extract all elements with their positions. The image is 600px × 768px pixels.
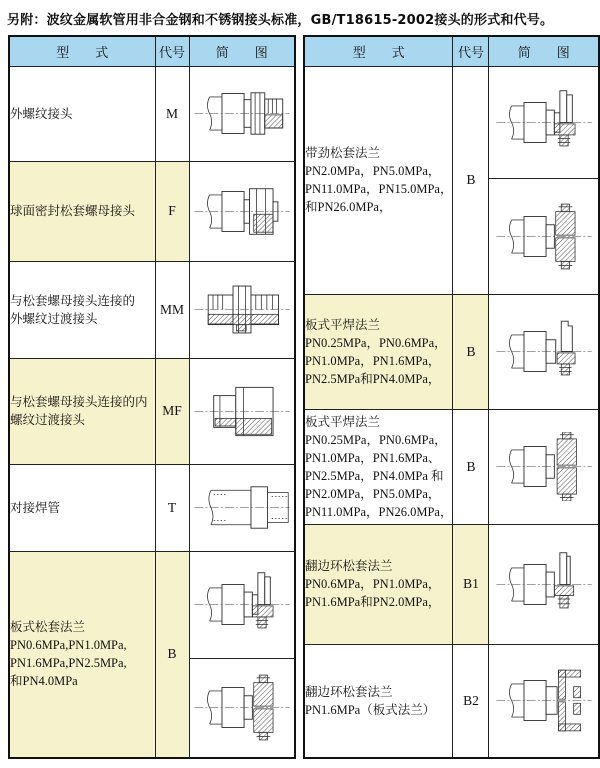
type-line: 外螺纹接头 [10,106,73,121]
code-cell: B [453,294,489,409]
diagram-cell [189,66,295,161]
type-line: 板式平焊法兰 [305,317,381,332]
flange-b1-diagram [492,550,596,619]
table-row [9,66,295,161]
diagram-cell [189,551,295,658]
table-row [304,524,599,644]
col-header-code: 代号 [155,36,189,66]
type-cell [304,409,453,524]
flange-collar-diagram [492,202,596,271]
table-row [9,161,295,261]
code-cell: T [155,464,189,551]
tables-container [0,35,600,759]
col-header-diagram: 简 图 [189,36,295,66]
code-cell: MF [155,358,189,464]
table-row [9,358,295,464]
type-line: PN0.25MPa，PN0.6MPa， [305,335,447,350]
type-line: 与松套螺母接头连接的 [10,293,136,308]
code-cell: B [453,409,489,524]
flange-plate-diagram [492,88,596,157]
code-cell: F [155,161,189,261]
type-line: 板式平焊法兰 [305,414,381,429]
type-line: 翻边环松套法兰 [305,684,393,699]
type-line: PN1.0MPa，PN1.6MPa、 [305,450,441,465]
flange-collar2-diagram [492,432,596,501]
type-line: PN1.0MPa，PN1.6MPa， [305,353,441,368]
type-line: 翻边环松套法兰 [305,559,393,573]
type-line: 带劲松套法兰 [305,146,381,160]
code-cell: B2 [453,644,489,758]
type-cell [9,161,155,261]
code-cell: B [453,66,489,294]
col-header-diagram: 简 图 [489,36,599,66]
table-row [304,644,599,758]
table-row [304,409,599,524]
page-title: 另附：波纹金属软管用非合金钢和不锈钢接头标准，GB/T18615-2002接头的形式和代号。 [7,13,554,28]
col-header-type: 型 式 [9,36,155,66]
type-cell [9,66,155,161]
table-row [9,261,295,358]
union-nut-diagram [190,177,294,246]
double-male-diagram [190,275,294,344]
type-line: 球面密封松套螺母接头 [10,204,136,218]
diagram-cell [489,294,599,409]
diagram-cell [489,524,599,644]
diagram-cell [489,66,599,178]
flange-collar-diagram [190,673,294,742]
table-row [9,551,295,658]
diagram-cell [489,644,599,758]
right-spec-table [303,35,600,759]
col-header-code: 代号 [453,36,489,66]
code-cell: MM [155,261,189,358]
type-cell [9,261,155,358]
diagram-cell [489,409,599,524]
type-cell [304,294,453,409]
flange-plate-diagram [190,570,294,639]
butt-weld-diagram [190,473,294,542]
type-line: 外螺纹过渡接头 [10,311,98,326]
type-line: 与松套螺母接头连接的内 [10,395,148,409]
type-cell [9,551,155,758]
type-line: PN2.5MPa和PN4.0MPa， [305,371,441,386]
male-thread-diagram [190,79,294,148]
type-line: PN2.0MPa，PN5.0MPa， [305,164,441,178]
female-adapter-diagram [190,377,294,446]
type-cell [9,358,155,464]
col-header-type: 型 式 [304,36,453,66]
diagram-cell [189,658,295,758]
type-cell [9,464,155,551]
type-line: 对接焊管 [10,500,61,515]
type-line: 和PN4.0MPa [10,674,78,689]
type-line: PN0.6MPa，PN1.0MPa， [305,577,441,591]
type-line: PN2.5MPa，PN4.0MPa 和 [305,468,444,483]
type-line: PN0.25MPa，PN0.6MPa， [305,432,447,447]
type-line: 和PN26.0MPa， [305,200,392,214]
diagram-cell [189,161,295,261]
code-cell: B1 [453,524,489,644]
type-line: PN2.0MPa，PN5.0MPa， [305,486,441,501]
type-cell [304,66,453,294]
table-row [304,294,599,409]
type-line: PN11.0MPa，PN15.0MPa， [305,182,453,196]
code-cell: M [155,66,189,161]
flange-grooved-diagram [492,666,596,735]
type-line: PN1.6MPa（板式法兰） [305,702,436,717]
left-spec-table [8,35,296,759]
type-line: PN1.6MPa,PN2.5MPa, [10,656,127,671]
table-row [9,464,295,551]
diagram-cell [189,464,295,551]
header-row [304,36,599,66]
type-line: PN0.6MPa,PN1.0MPa, [10,638,127,653]
diagram-cell [189,261,295,358]
header-row [9,36,295,66]
type-line: PN11.0MPa，PN26.0MPa， [305,504,453,519]
flange-weld-up-diagram [492,317,596,386]
type-line: 螺纹过渡接头 [10,413,86,427]
type-line: 板式松套法兰 [10,620,86,635]
code-cell: B [155,551,189,758]
type-cell [304,644,453,758]
diagram-cell [189,358,295,464]
diagram-cell [489,178,599,294]
type-cell [304,524,453,644]
table-row [304,66,599,178]
type-line: PN1.6MPa和PN2.0MPa， [305,595,441,609]
